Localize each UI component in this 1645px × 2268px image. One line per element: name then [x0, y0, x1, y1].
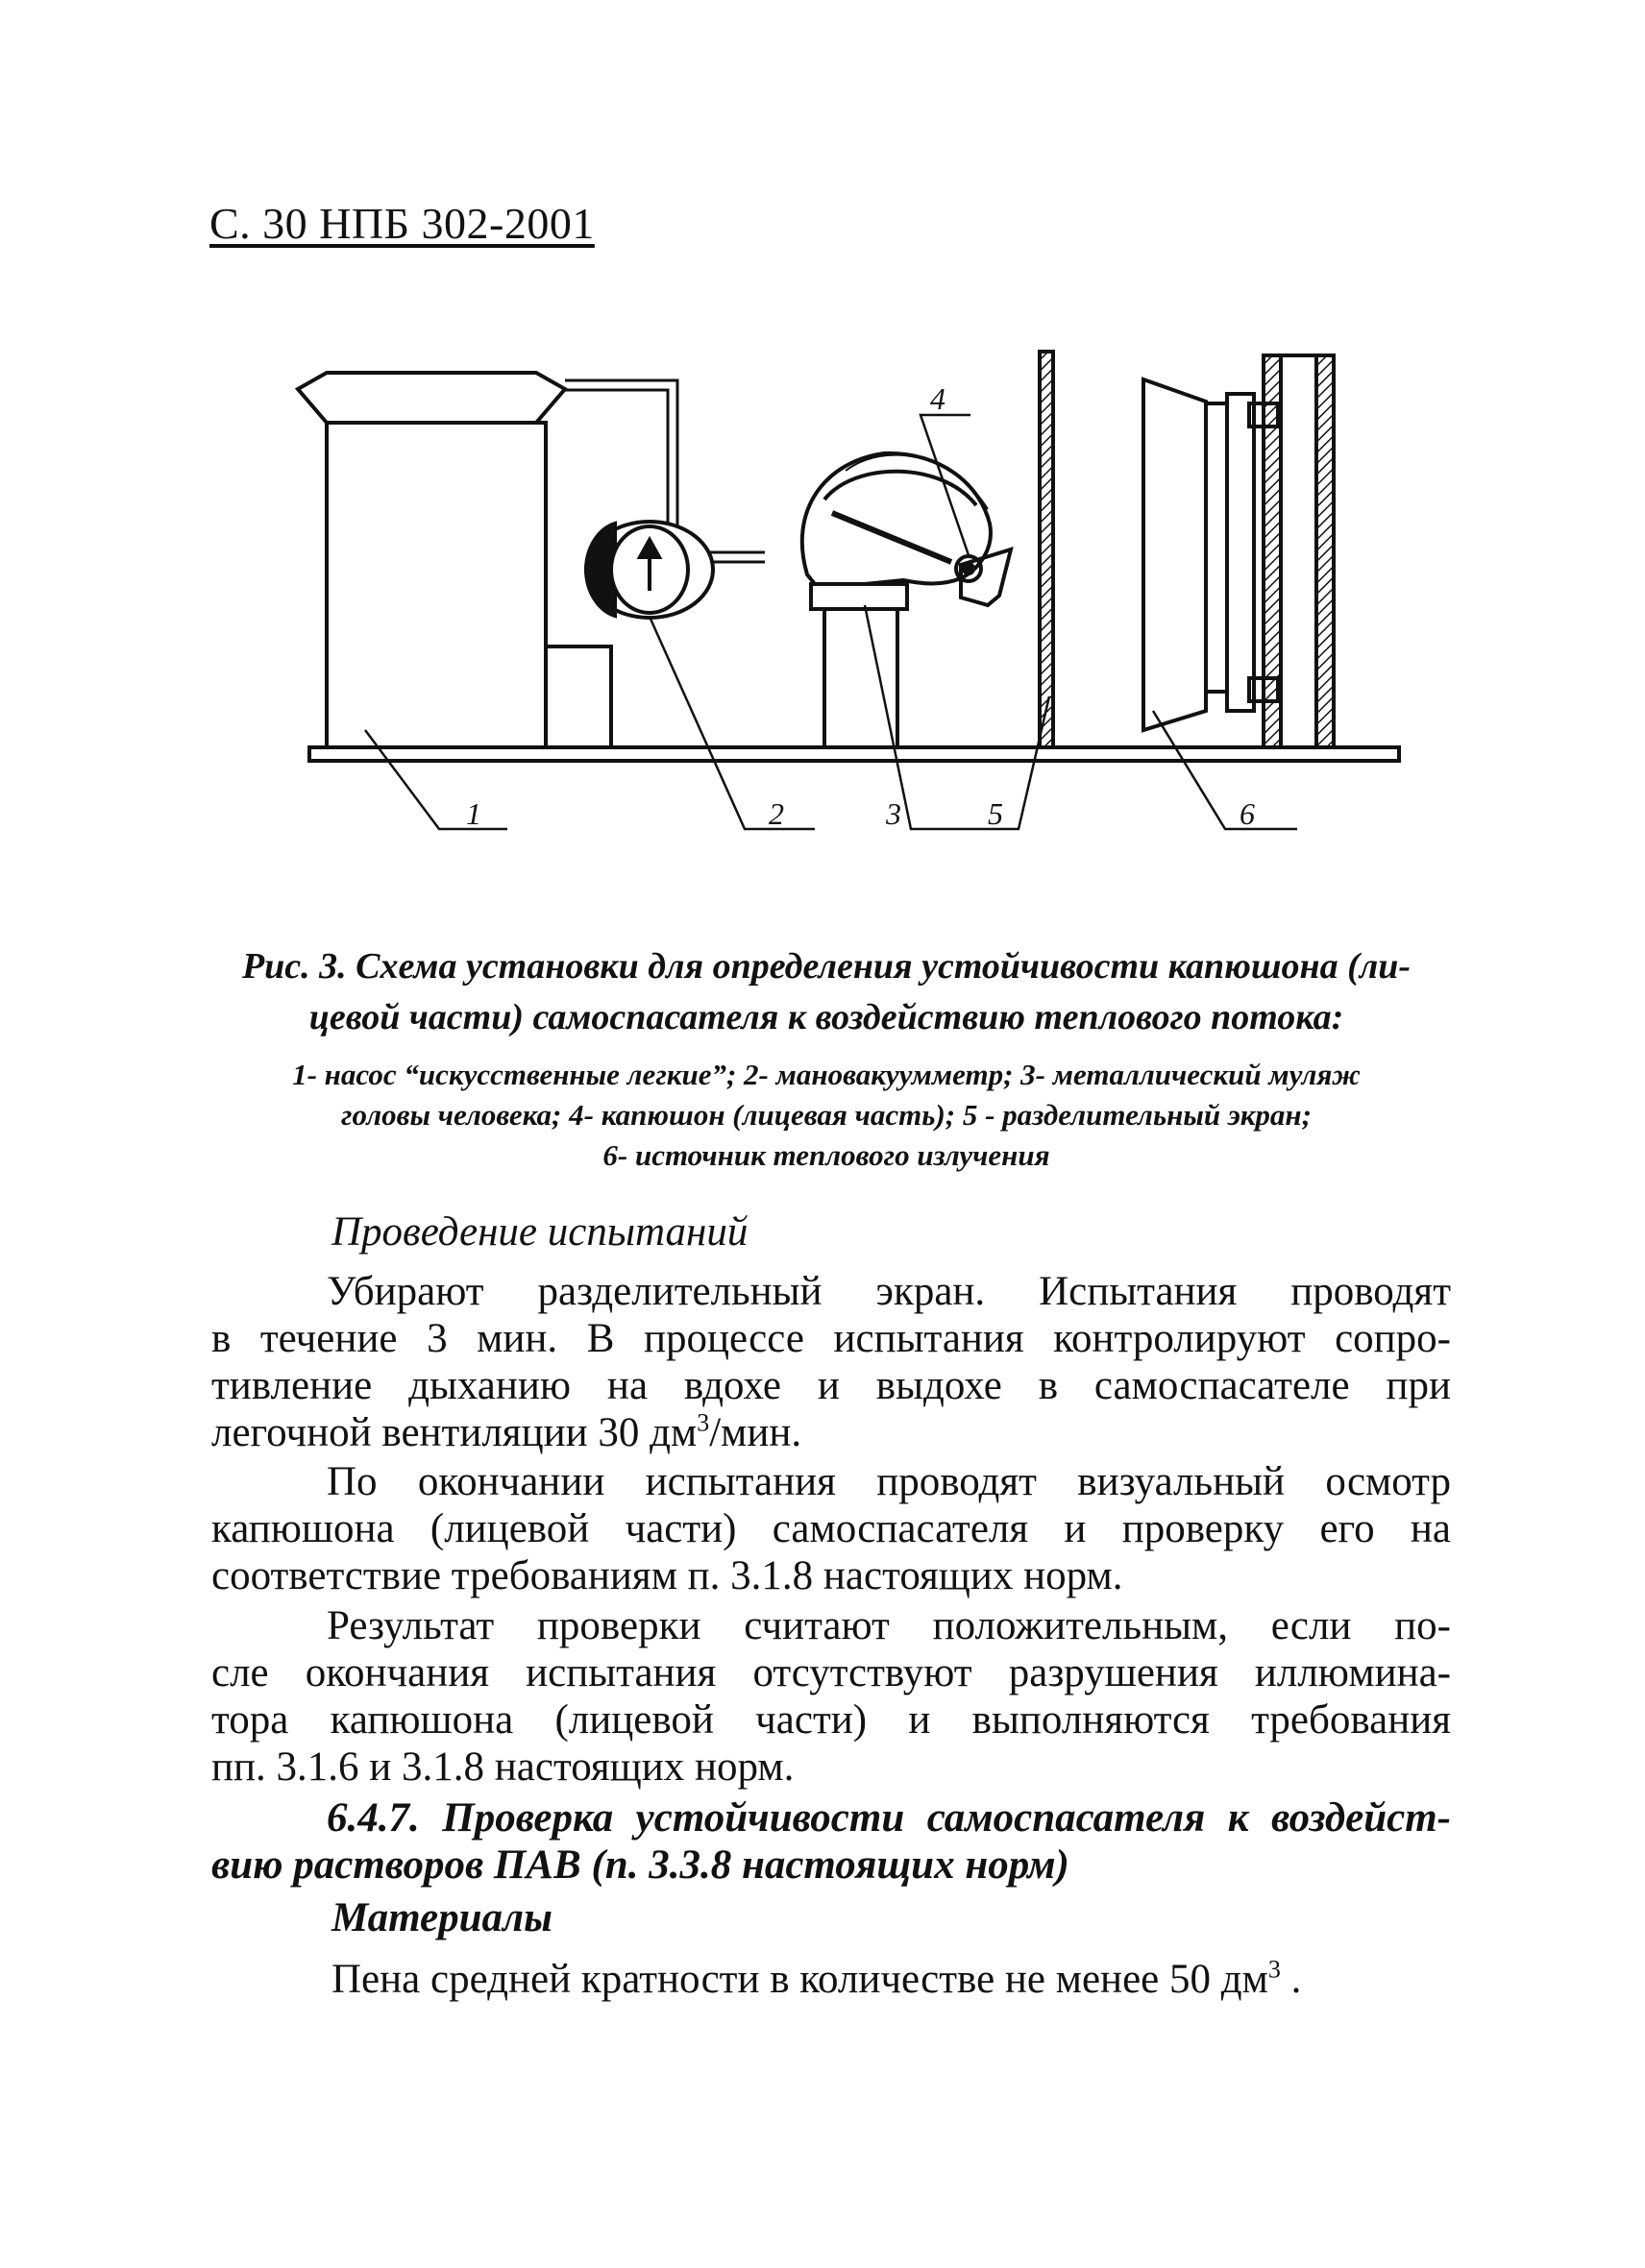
pump-top — [298, 373, 565, 423]
section-heading-6-4-7: 6.4.7. Проверка устойчивости самоспасателя к воздейст- вию растворов ПАВ (п. 3.3.8 настоящих норм) — [211, 1795, 1451, 1888]
dividing-screen — [1040, 352, 1053, 747]
page-header: С. 30 НПБ 302-2001 — [209, 199, 595, 248]
pump-body — [327, 423, 546, 747]
paragraph-2: По окончании испытания проводят визуальный осмотр капюшона (лицевой части) самоспасателя и проверку его на соответствие требованиям п. 3.1.8 настоящих норм. — [211, 1459, 1451, 1598]
paragraph-materials: Пена средней кратности в количестве не менее 50 $дм^3$ . — [331, 1955, 1302, 2002]
label-2: 2 — [769, 796, 784, 831]
paragraph-3: Результат проверки считают положительным, если по- сле окончания испытания отсутствуют разрушения иллюмина- тора капюшона (лицевой части) и выполняются требования пп. 3.1.6 и 3.1.8 настоящих норм. — [211, 1603, 1451, 1790]
base-plate — [309, 747, 1399, 761]
label-4: 4 — [930, 381, 945, 416]
pressure-gauge — [586, 522, 713, 618]
label-1: 1 — [466, 796, 481, 831]
figure-caption-legend: 1- насос “искусственные легкие”; 2- мановакуумметр; 3- металлический муляж головы человека; 4- капюшон (лицевая часть); 5 - разделительный экран; 6- источник теплового излучения — [292, 1058, 1361, 1172]
figure-caption-title: Рис. 3. Схема установки для определения устойчивости капюшона (ли- цевой части) самоспасателя к воздействию теплового потока: — [241, 946, 1412, 1037]
paragraph-1: Убирают разделительный экран. Испытания проводят в течение 3 мин. В процессе испытания контролируют сопро- тивление дыханию на вдохе и выдохе в самоспасателе при легочной вентиляции 30 $дм^3$/мин. — [211, 1269, 1451, 1455]
head-dummy-and-hood — [802, 453, 1011, 747]
label-3: 3 — [886, 796, 901, 831]
heat-source — [1143, 355, 1334, 747]
label-6: 6 — [1240, 796, 1255, 831]
test-setup-diagram — [288, 317, 1422, 855]
section-heading-testing: Проведение испытаний — [331, 1209, 749, 1255]
label-5: 5 — [988, 796, 1003, 831]
subheading-materials: Материалы — [331, 1895, 552, 1940]
